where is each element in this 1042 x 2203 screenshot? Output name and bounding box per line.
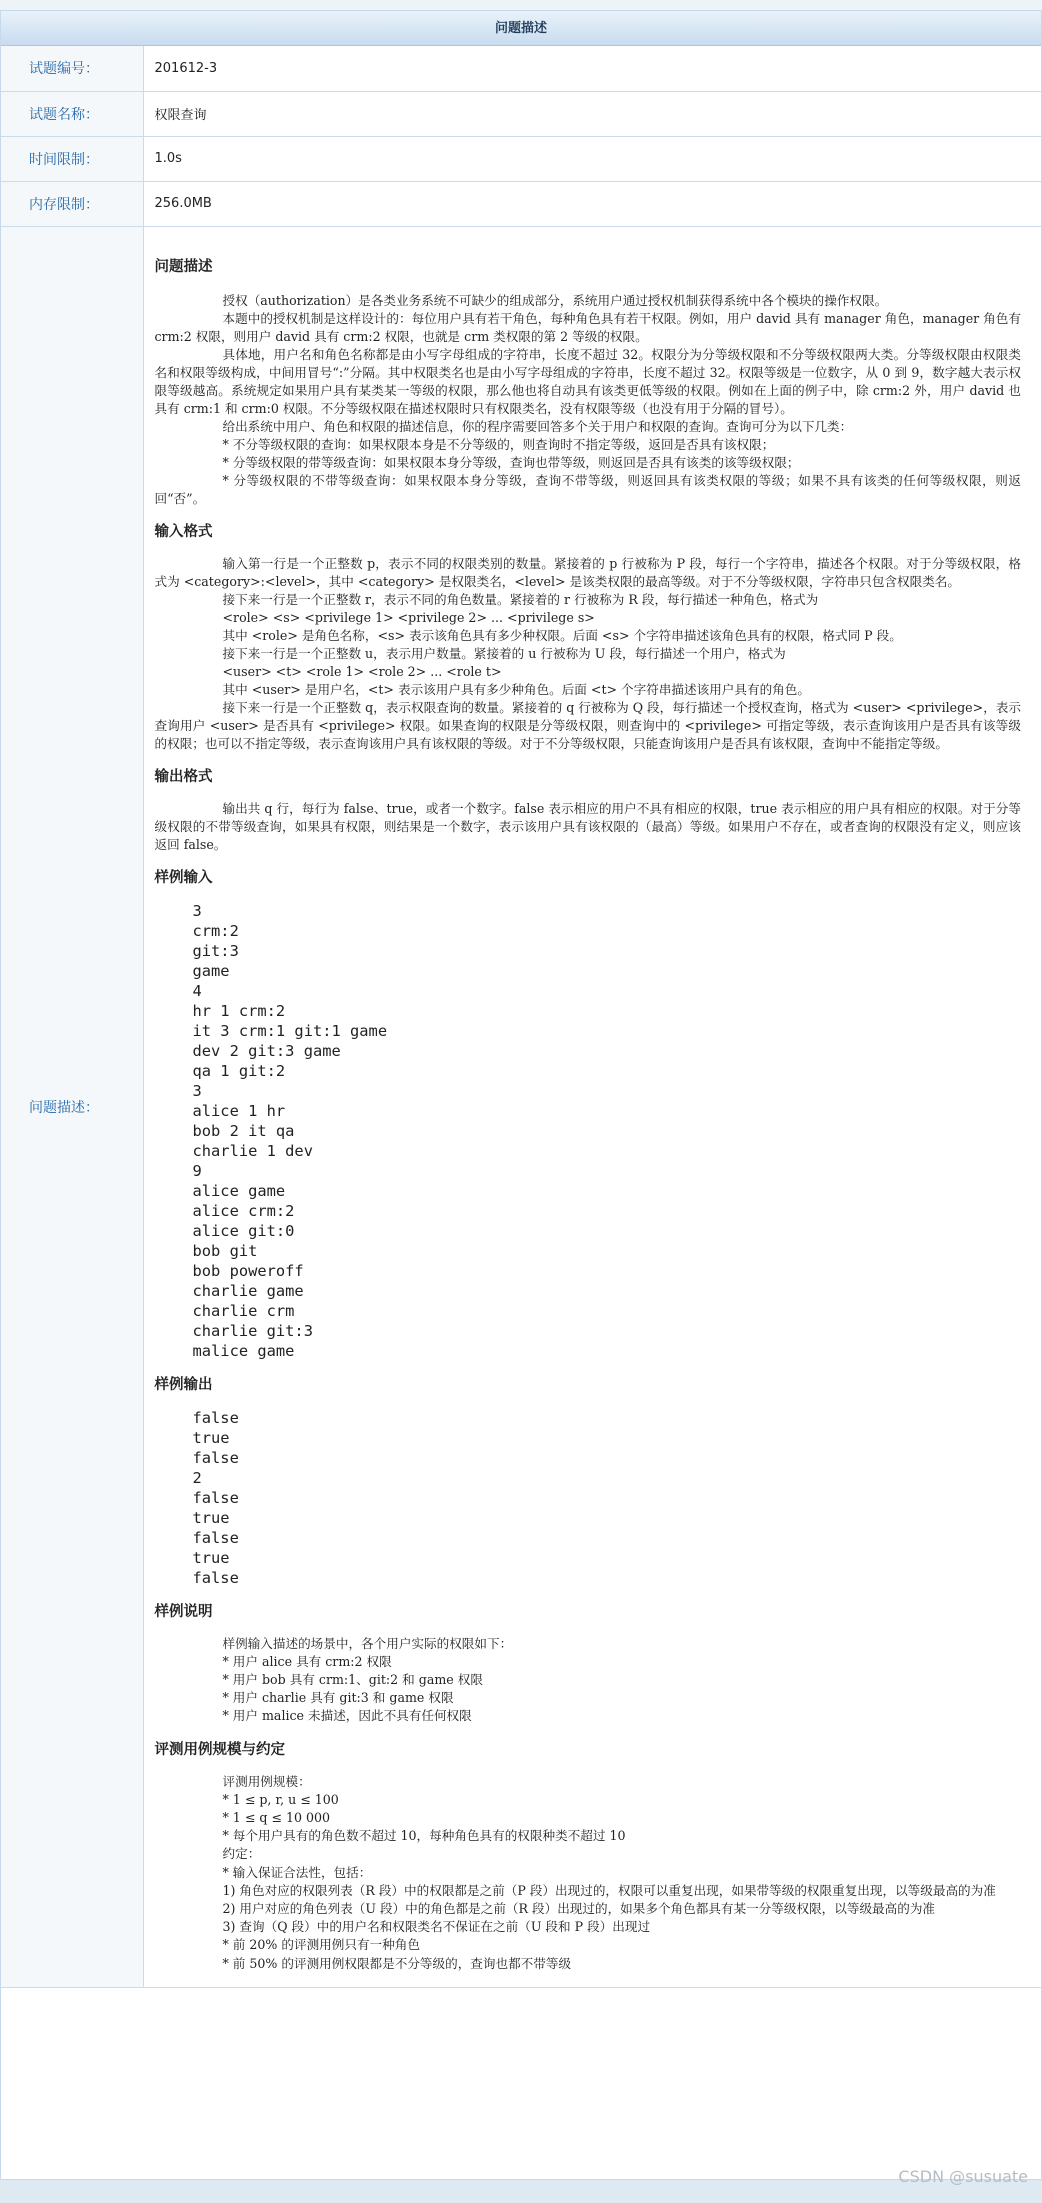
- section-title-output: 输出格式: [154, 768, 213, 785]
- paragraph: 授权（authorization）是各类业务系统不可缺少的组成部分，系统用户通过授权机制获得系统中各个模块的操作权限。: [222, 292, 888, 308]
- description-label: 问题描述：: [1, 226, 143, 1987]
- input-format-text: [155, 555, 1022, 753]
- bottom-strip: [0, 2180, 1042, 2203]
- section-title-sample-output: 样例输出: [154, 1376, 213, 1393]
- paragraph: 评测用例规模：: [222, 1773, 311, 1789]
- explanation-text: [155, 1635, 1022, 1726]
- section-title-explanation: 样例说明: [154, 1603, 213, 1620]
- output-format-text: [155, 800, 1022, 854]
- paragraph: 输出共 q 行，每行为 false、true，或者一个数字。false 表示相应的用户不具有相应的权限，true 表示相应的用户具有相应的权限。对于分等级权限的不带等级查询，如果具有权限，则结果是一个数字，表示该用户具有该权限的（最高）等级。如果用户不存在，或者查询的权限没有定义，则应该返回 false。: [154, 800, 1021, 852]
- paragraph: 输入第一行是一个正整数 p，表示不同的权限类别的数量。紧接着的 p 行被称为 P 段，每行一个字符串，描述各个权限。对于分等级权限，格式为 <category>:<level>，其中 <category> 是权限类名，<level> 是该类权限的最高等级。对于不分等级权限，字符串只包含权限类名。: [154, 555, 1021, 589]
- paragraph: 2) 用户对应的角色列表（U 段）中的角色都是之前（R 段）出现过的，如果多个角色都具有某一分等级权限，以等级最高的为准: [222, 1900, 935, 1916]
- info-label: 内存限制：: [1, 181, 143, 226]
- paragraph: 接下来一行是一个正整数 r，表示不同的角色数量。紧接着的 r 行被称为 R 段，每行描述一种角色，格式为: [222, 591, 819, 607]
- info-row-time: [1, 136, 1041, 181]
- paragraph: 其中 <role> 是角色名称，<s> 表示该角色具有多少种权限。后面 <s> 个字符串描述该角色具有的权限，格式同 P 段。: [222, 627, 902, 643]
- info-row-id: [1, 46, 1041, 91]
- info-value: 256.0MB: [143, 181, 1041, 226]
- info-value: 1.0s: [143, 136, 1041, 181]
- info-label: 时间限制：: [1, 136, 143, 181]
- info-value: 201612-3: [143, 46, 1041, 91]
- section-title-problem: 问题描述: [154, 258, 213, 275]
- bullet-item: * 用户 alice 具有 crm:2 权限: [222, 1653, 392, 1669]
- paragraph: 3) 查询（Q 段）中的用户名和权限类名不保证在之前（U 段和 P 段）出现过: [222, 1919, 651, 1935]
- paragraph: 本题中的授权机制是这样设计的：每位用户具有若干角色，每种角色具有若干权限。例如，用户 david 具有 manager 角色，manager 角色有 crm:2 权限，则用户 david 具有 crm:2 权限，也就是 crm 类权限的第 2 等级的权限。: [154, 310, 1021, 344]
- problem-info-table: [1, 46, 1041, 1988]
- info-row-description: [1, 226, 1041, 1987]
- paragraph: <role> <s> <privilege 1> <privilege 2> ... <privilege s>: [222, 609, 595, 625]
- paragraph: 样例输入描述的场景中，各个用户实际的权限如下：: [222, 1635, 513, 1651]
- paragraph: 具体地，用户名和角色名称都是由小写字母组成的字符串，长度不超过 32。权限分为分等级权限和不分等级权限两大类。分等级权限由权限类名和权限等级构成，中间用冒号“:”分隔。其中权限类名也是由小写字母组成的字符串，长度不超过 32。权限等级是一位数字，从 0 到 9，数字越大表示权限等级越高。系统规定如果用户具有某类某一等级的权限，那么他也将自动具有该类更低等级的权限。例如在上面的例子中，除 crm:2 外，用户 david 也具有 crm:1 和 crm:0 权限。不分等级权限在描述权限时只有权限类名，没有权限等级（也没有用于分隔的冒号）。: [154, 346, 1021, 416]
- paragraph: 接下来一行是一个正整数 q，表示权限查询的数量。紧接着的 q 行被称为 Q 段，每行描述一个授权查询，格式为 <user> <privilege>，表示查询用户 <user> 是否具有 <privilege> 权限。如果查询的权限是分等级权限，则查询中的 <privilege> 可指定等级，表示查询该用户是否具有该等级的权限；也可以不指定等级，表示查询该用户具有该权限的等级。对于不分等级权限，只能查询该用户是否具有该权限，查询中不能指定等级。: [154, 699, 1021, 751]
- paragraph: 1) 角色对应的权限列表（R 段）中的权限都是之前（P 段）出现过的，权限可以重复出现，如果带等级的权限重复出现，以等级最高的为准: [222, 1882, 996, 1898]
- section-title-sample-input: 样例输入: [154, 869, 213, 886]
- paragraph: 接下来一行是一个正整数 u，表示用户数量。紧接着的 u 行被称为 U 段，每行描述一个用户，格式为: [222, 645, 786, 661]
- info-label: 试题名称：: [1, 91, 143, 136]
- paragraph: 其中 <user> 是用户名，<t> 表示该用户具有多少种角色。后面 <t> 个字符串描述该用户具有的角色。: [222, 681, 810, 697]
- bullet-item: * 分等级权限的带等级查询：如果权限本身分等级，查询也带等级，则返回是否具有该类的该等级权限；: [222, 454, 800, 470]
- info-row-name: [1, 91, 1041, 136]
- bullet-item: * 分等级权限的不带等级查询：如果权限本身分等级，查询不带等级，则返回具有该类权限的等级；如果不具有该类的任何等级权限，则返回“否”。: [154, 472, 1021, 506]
- paragraph: <user> <t> <role 1> <role 2> ... <role t>: [222, 663, 502, 679]
- info-row-memory: [1, 181, 1041, 226]
- bullet-item: * 输入保证合法性，包括：: [222, 1864, 372, 1880]
- sample-output-code: false true false 2 false true false true false: [192, 1408, 239, 1587]
- bullet-item: * 1 ≤ q ≤ 10 000: [222, 1809, 331, 1825]
- paragraph: 约定：: [222, 1846, 261, 1862]
- problem-text: [155, 292, 1022, 508]
- paragraph: 给出系统中用户、角色和权限的描述信息，你的程序需要回答多个关于用户和权限的查询。查询可分为以下几类：: [222, 418, 853, 434]
- section-title-scale: 评测用例规模与约定: [154, 1741, 285, 1758]
- watermark: CSDN @susuate: [898, 2167, 1028, 2186]
- bullet-item: * 1 ≤ p, r, u ≤ 100: [222, 1791, 339, 1807]
- top-strip: [0, 0, 1042, 10]
- info-value: 权限查询: [143, 91, 1041, 136]
- bullet-item: * 前 50% 的评测用例权限都是不分等级的，查询也都不带等级: [222, 1955, 572, 1971]
- bullet-item: * 用户 bob 具有 crm:1、git:2 和 game 权限: [222, 1671, 483, 1687]
- info-label: 试题编号：: [1, 46, 143, 91]
- bullet-item: * 用户 charlie 具有 git:3 和 game 权限: [222, 1690, 454, 1706]
- sample-input-code: 3 crm:2 git:3 game 4 hr 1 crm:2 it 3 crm:1 git:1 game dev 2 git:3 game qa 1 git:2 3 alice 1 hr bob 2 it qa charlie 1 dev 9 alice game alice crm:2 alice git:0 bob git bob poweroff charlie game charlie crm charlie git:3 malice game: [192, 901, 388, 1360]
- bullet-item: * 每个用户具有的角色数不超过 10，每种角色具有的权限种类不超过 10: [222, 1828, 626, 1844]
- panel-header: 问题描述: [1, 11, 1041, 46]
- bullet-item: * 用户 malice 未描述，因此不具有任何权限: [222, 1708, 472, 1724]
- bullet-item: * 不分等级权限的查询：如果权限本身是不分等级的，则查询时不指定等级，返回是否具有该权限；: [222, 436, 775, 452]
- bullet-item: * 前 20% 的评测用例只有一种角色: [222, 1937, 420, 1953]
- section-title-input: 输入格式: [154, 523, 213, 540]
- problem-panel: [0, 10, 1042, 2180]
- description-body: [143, 226, 1041, 1987]
- scale-text: [155, 1773, 1022, 1973]
